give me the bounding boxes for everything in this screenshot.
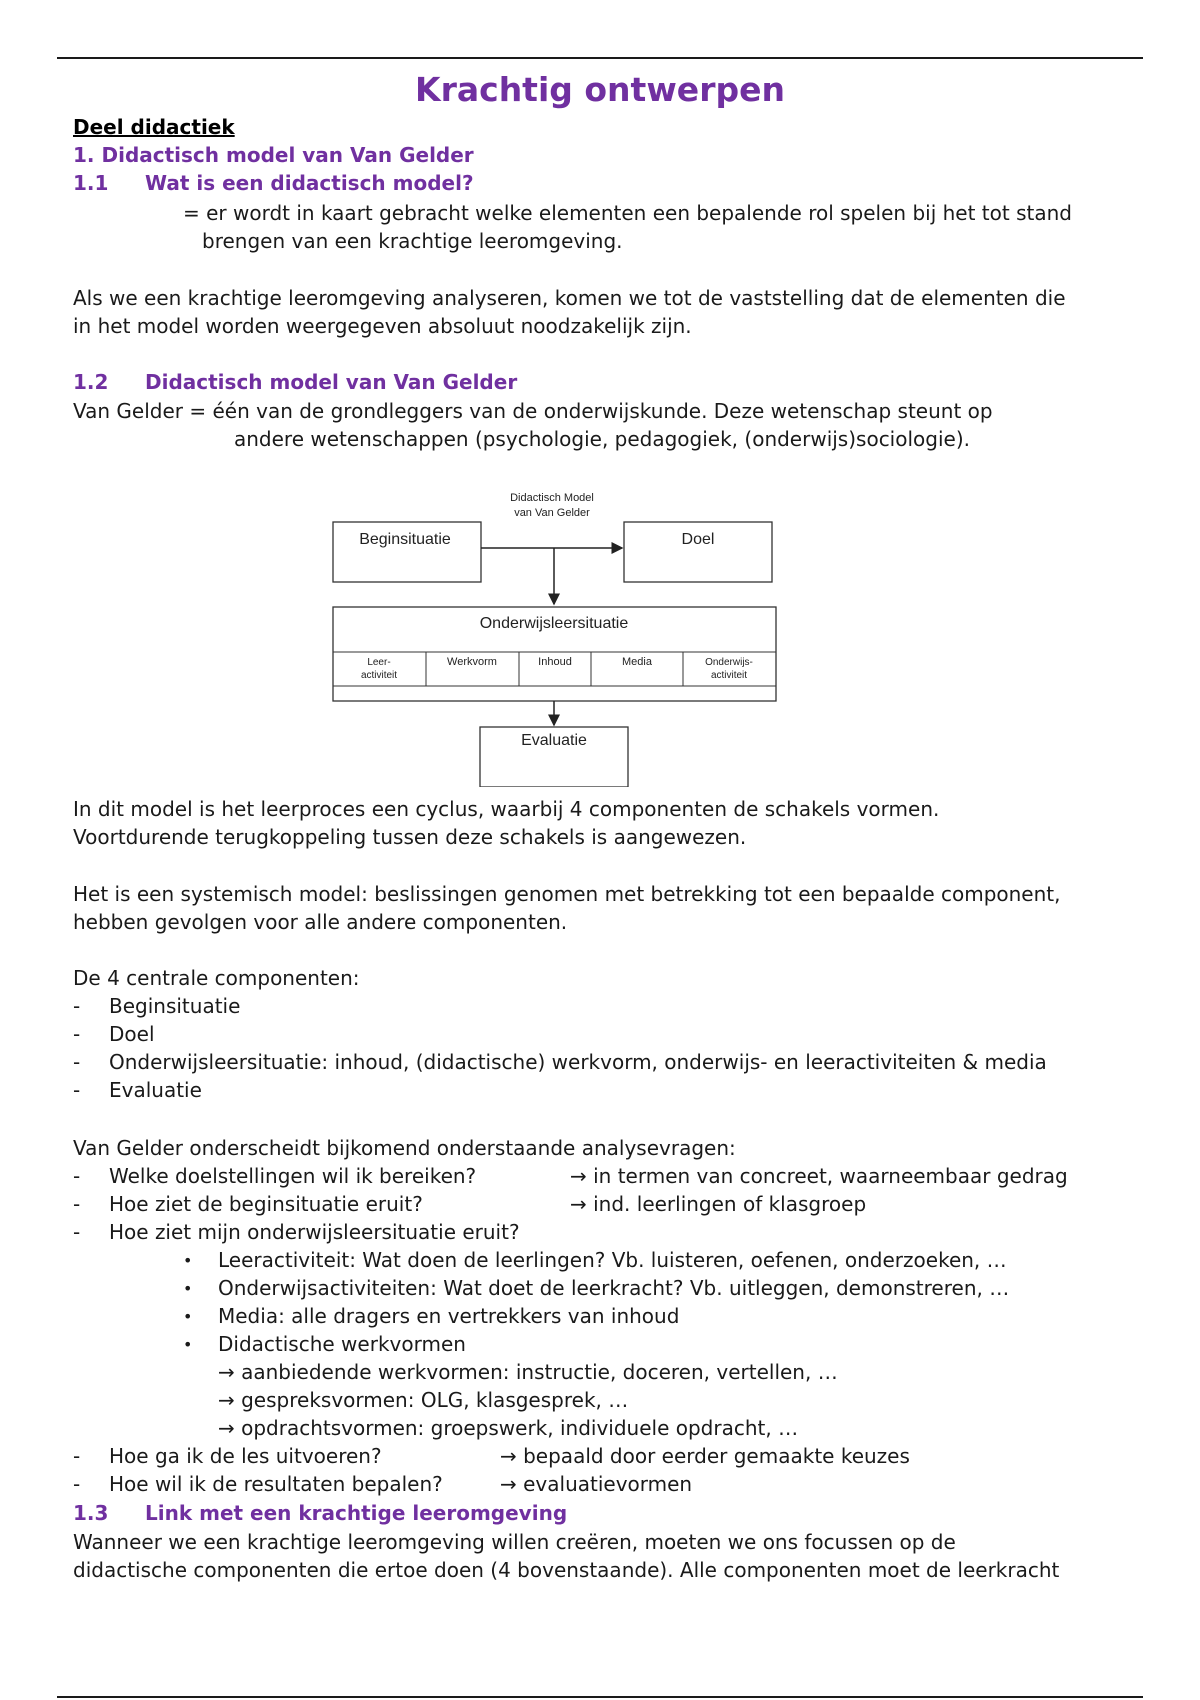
paragraph-4-line-2: hebben gevolgen voor alle andere componenten. <box>73 910 568 934</box>
question-3: Hoe ziet mijn onderwijsleersituatie eruit? <box>109 1220 520 1244</box>
heading-1-2-number: 1.2 <box>73 370 109 394</box>
label-onderwijsleersituatie: Onderwijsleersituatie <box>479 615 629 632</box>
list-dash: - <box>73 1444 81 1468</box>
section-heading: Deel didactiek <box>73 115 235 139</box>
paragraph-5-line-1: Wanneer we een krachtige leeromgeving willen creëren, moeten we ons focussen op de <box>73 1530 956 1554</box>
list-dash: - <box>73 1220 81 1244</box>
list-dash: - <box>73 1192 81 1216</box>
paragraph-2-line-2: andere wetenschappen (psychologie, pedagogiek, (onderwijs)sociologie). <box>234 427 970 451</box>
list-dash: - <box>73 1050 81 1074</box>
answer-2: → ind. leerlingen of klasgroep <box>570 1192 867 1216</box>
questions-intro: Van Gelder onderscheidt bijkomend onderstaande analysevragen: <box>73 1136 736 1160</box>
heading-1 <box>73 141 474 169</box>
list-dash: - <box>73 1164 81 1188</box>
list-dash: - <box>73 1078 81 1102</box>
heading-1-1-text: Wat is een didactisch model? <box>145 171 474 195</box>
question-5: Hoe wil ik de resultaten bepalen? <box>109 1472 443 1496</box>
question-4: Hoe ga ik de les uitvoeren? <box>109 1444 382 1468</box>
answer-1: → in termen van concreet, waarneembaar gedrag <box>570 1164 1068 1188</box>
paragraph-2-line-1: Van Gelder = één van de grondleggers van de onderwijskunde. Deze wetenschap steunt op <box>73 399 993 423</box>
bullet-dot: • <box>183 1251 193 1270</box>
sub-inhoud: Inhoud <box>538 656 572 668</box>
definition-line-2: brengen van een krachtige leeromgeving. <box>202 229 623 253</box>
heading-1-2 <box>73 368 517 396</box>
component-item: Beginsituatie <box>109 994 241 1018</box>
label-beginsituatie: Beginsituatie <box>359 531 451 548</box>
bottom-rule <box>57 1696 1143 1698</box>
top-rule <box>57 57 1143 59</box>
diagram-title-line-1: Didactisch Model <box>510 492 594 504</box>
paragraph-5-line-2: didactische componenten die ertoe doen (4 bovenstaande). Alle componenten moet de leerkracht <box>73 1558 1060 1582</box>
heading-1-number: 1. <box>73 143 95 167</box>
definition-line-1: = er wordt in kaart gebracht welke elementen een bepalende rol spelen bij het tot stand <box>183 201 1072 225</box>
paragraph-1-line-1: Als we een krachtige leeromgeving analyseren, komen we tot de vaststelling dat de elementen die <box>73 286 1066 310</box>
diagram-title-line-2: van Van Gelder <box>514 507 590 519</box>
sub-media: Media <box>622 656 652 668</box>
heading-1-3-number: 1.3 <box>73 1501 109 1525</box>
component-item: Doel <box>109 1022 155 1046</box>
sub-leeractiviteit-2: activiteit <box>360 670 398 681</box>
label-doel: Doel <box>681 531 715 548</box>
heading-1-1 <box>73 169 474 197</box>
label-evaluatie: Evaluatie <box>521 732 587 749</box>
answer-5: → evaluatievormen <box>500 1472 693 1496</box>
sub-leeractiviteit-1: Leer- <box>367 657 391 668</box>
heading-1-3-text: Link met een krachtige leeromgeving <box>145 1501 568 1525</box>
werkvorm-item: → opdrachtsvormen: groepswerk, individuele opdracht, … <box>218 1416 799 1440</box>
paragraph-1-line-2: in het model worden weergegeven absoluut noodzakelijk zijn. <box>73 314 692 338</box>
sub-werkvorm: Werkvorm <box>447 656 497 668</box>
question-1: Welke doelstellingen wil ik bereiken? <box>109 1164 477 1188</box>
page-title: Krachtig ontwerpen <box>415 70 785 109</box>
werkvorm-item: → aanbiedende werkvormen: instructie, doceren, vertellen, … <box>218 1360 838 1384</box>
didactic-model-diagram <box>330 487 790 787</box>
heading-1-2-text: Didactisch model van Van Gelder <box>145 370 518 394</box>
sub-onderwijsactiviteit-1: Onderwijs- <box>705 657 753 668</box>
list-dash: - <box>73 1472 81 1496</box>
bullet-item: Didactische werkvormen <box>218 1332 466 1356</box>
question-2: Hoe ziet de beginsituatie eruit? <box>109 1192 423 1216</box>
bullet-item: Leeractiviteit: Wat doen de leerlingen? Vb. luisteren, oefenen, onderzoeken, … <box>218 1248 1007 1272</box>
list-dash: - <box>73 994 81 1018</box>
heading-1-text: Didactisch model van Van Gelder <box>101 143 474 167</box>
bullet-item: Onderwijsactiviteiten: Wat doet de leerkracht? Vb. uitleggen, demonstreren, … <box>218 1276 1010 1300</box>
components-intro: De 4 centrale componenten: <box>73 966 360 990</box>
heading-1-3 <box>73 1499 567 1527</box>
bullet-dot: • <box>183 1307 193 1326</box>
paragraph-3-line-1: In dit model is het leerproces een cyclus, waarbij 4 componenten de schakels vormen. <box>73 797 940 821</box>
list-dash: - <box>73 1022 81 1046</box>
component-item: Onderwijsleersituatie: inhoud, (didactische) werkvorm, onderwijs- en leeractiviteiten & media <box>109 1050 1047 1074</box>
bullet-item: Media: alle dragers en vertrekkers van inhoud <box>218 1304 680 1328</box>
component-item: Evaluatie <box>109 1078 202 1102</box>
heading-1-1-number: 1.1 <box>73 171 109 195</box>
sub-onderwijsactiviteit-2: activiteit <box>710 670 748 681</box>
paragraph-3-line-2: Voortdurende terugkoppeling tussen deze schakels is aangewezen. <box>73 825 747 849</box>
bullet-dot: • <box>183 1335 193 1354</box>
answer-4: → bepaald door eerder gemaakte keuzes <box>500 1444 910 1468</box>
bullet-dot: • <box>183 1279 193 1298</box>
paragraph-4-line-1: Het is een systemisch model: beslissingen genomen met betrekking tot een bepaalde component, <box>73 882 1061 906</box>
werkvorm-item: → gespreksvormen: OLG, klasgesprek, … <box>218 1388 629 1412</box>
